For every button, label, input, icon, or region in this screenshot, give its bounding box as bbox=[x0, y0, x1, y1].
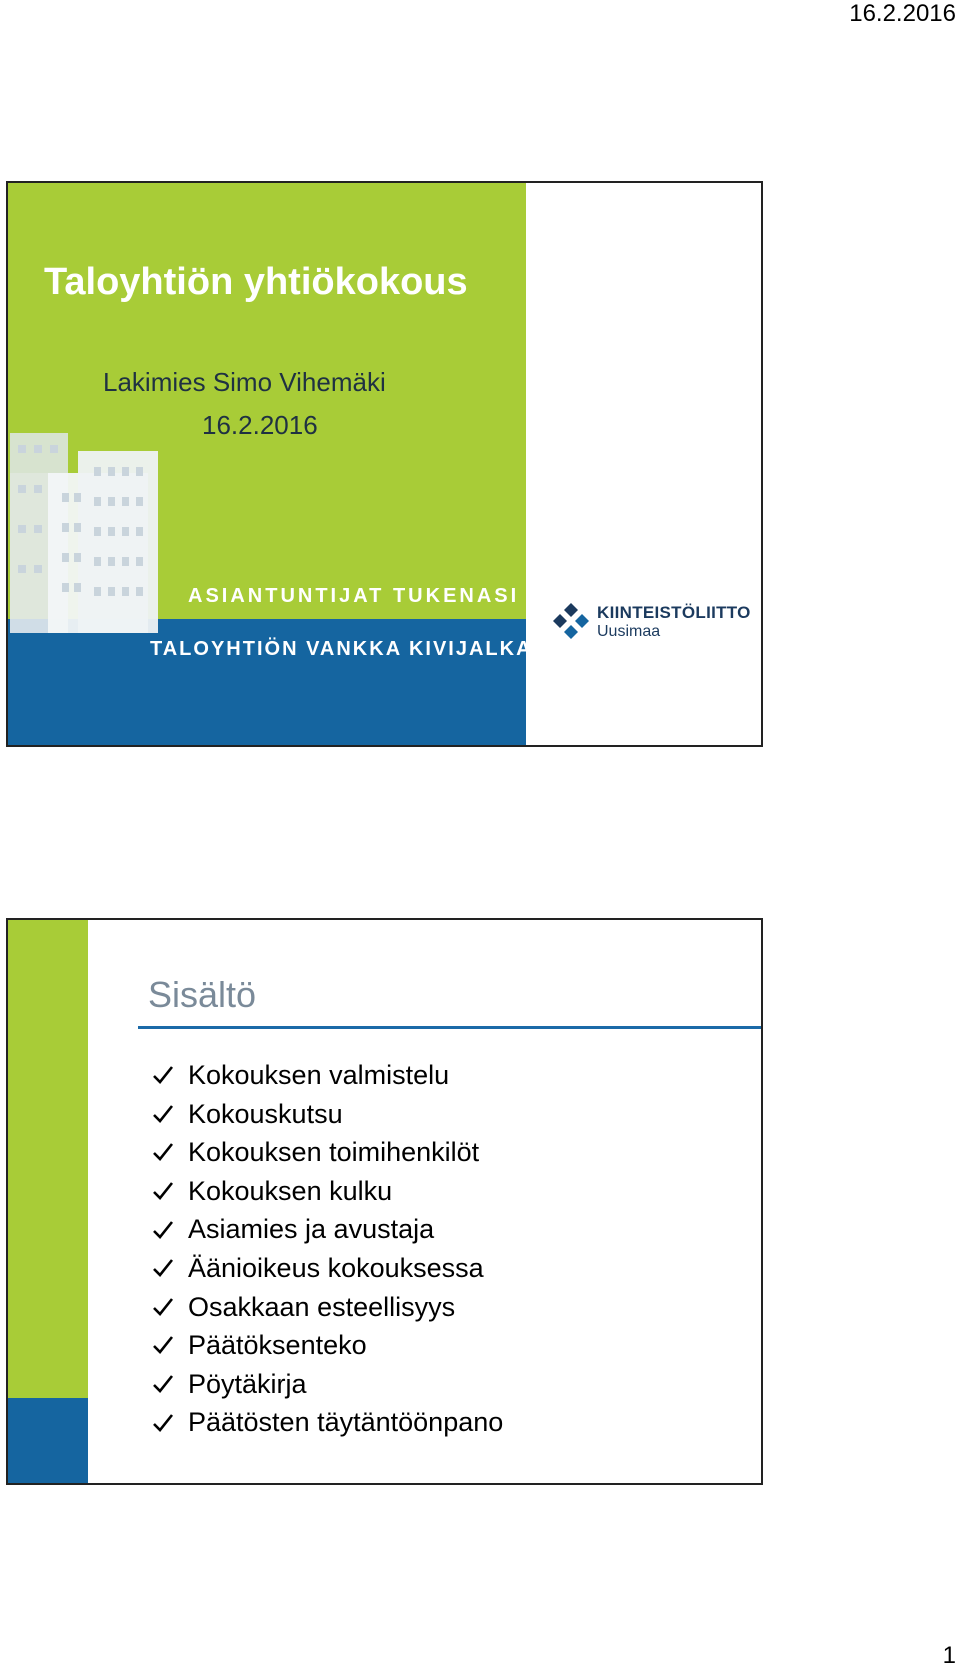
slide-title-heading: Taloyhtiön yhtiökokous bbox=[44, 261, 468, 303]
apartment-buildings-image bbox=[8, 433, 158, 633]
list-item bbox=[152, 1056, 503, 1095]
check-icon bbox=[152, 1219, 174, 1241]
page-number: 1 bbox=[942, 1642, 956, 1669]
list-item-label: Pöytäkirja bbox=[188, 1368, 307, 1399]
check-icon bbox=[152, 1334, 174, 1356]
green-side-panel bbox=[8, 920, 88, 1398]
list-item-label: Kokouksen toimihenkilöt bbox=[188, 1137, 480, 1168]
list-item bbox=[152, 1210, 503, 1249]
list-item-label: Asiamies ja avustaja bbox=[188, 1214, 435, 1245]
list-item bbox=[152, 1365, 503, 1404]
list-item-label: Päätöksenteko bbox=[188, 1330, 367, 1361]
list-item bbox=[152, 1288, 503, 1327]
check-icon bbox=[152, 1141, 174, 1163]
check-icon bbox=[152, 1180, 174, 1202]
check-icon bbox=[152, 1064, 174, 1086]
check-icon bbox=[152, 1412, 174, 1434]
diamond-logo-icon bbox=[551, 601, 591, 641]
list-item-label: Päätösten täytäntöönpano bbox=[188, 1407, 504, 1438]
page-date: 16.2.2016 bbox=[849, 0, 956, 27]
logo-name: KIINTEISTÖLIITTO bbox=[597, 603, 751, 622]
logo-region: Uusimaa bbox=[597, 623, 661, 640]
list-item bbox=[152, 1249, 503, 1288]
list-item bbox=[152, 1095, 503, 1134]
list-item bbox=[152, 1172, 503, 1211]
check-icon bbox=[152, 1373, 174, 1395]
contents-heading: Sisältö bbox=[148, 974, 257, 1015]
blue-side-band bbox=[8, 1398, 88, 1485]
presentation-date: 16.2.2016 bbox=[202, 410, 318, 440]
kiinteistoliitto-logo bbox=[551, 601, 756, 641]
presenter-name: Lakimies Simo Vihemäki bbox=[103, 367, 386, 397]
list-item bbox=[152, 1326, 503, 1365]
tagline-foundation: TALOYHTIÖN VANKKA KIVIJALKA bbox=[150, 638, 533, 660]
list-item-label: Osakkaan esteellisyys bbox=[188, 1291, 456, 1322]
heading-divider bbox=[138, 1026, 763, 1029]
check-icon bbox=[152, 1257, 174, 1279]
list-item-label: Kokouskutsu bbox=[188, 1098, 343, 1129]
list-item bbox=[152, 1403, 503, 1442]
list-item-label: Kokouksen valmistelu bbox=[188, 1060, 450, 1090]
list-item-label: Kokouksen kulku bbox=[188, 1175, 393, 1206]
slide-title bbox=[6, 181, 763, 747]
list-item-label: Äänioikeus kokouksessa bbox=[188, 1252, 484, 1283]
tagline-experts: ASIANTUNTIJAT TUKENASI bbox=[188, 585, 520, 607]
slide-contents bbox=[6, 918, 763, 1485]
contents-list bbox=[152, 1056, 503, 1442]
check-icon bbox=[152, 1296, 174, 1318]
list-item bbox=[152, 1133, 503, 1172]
check-icon bbox=[152, 1103, 174, 1125]
